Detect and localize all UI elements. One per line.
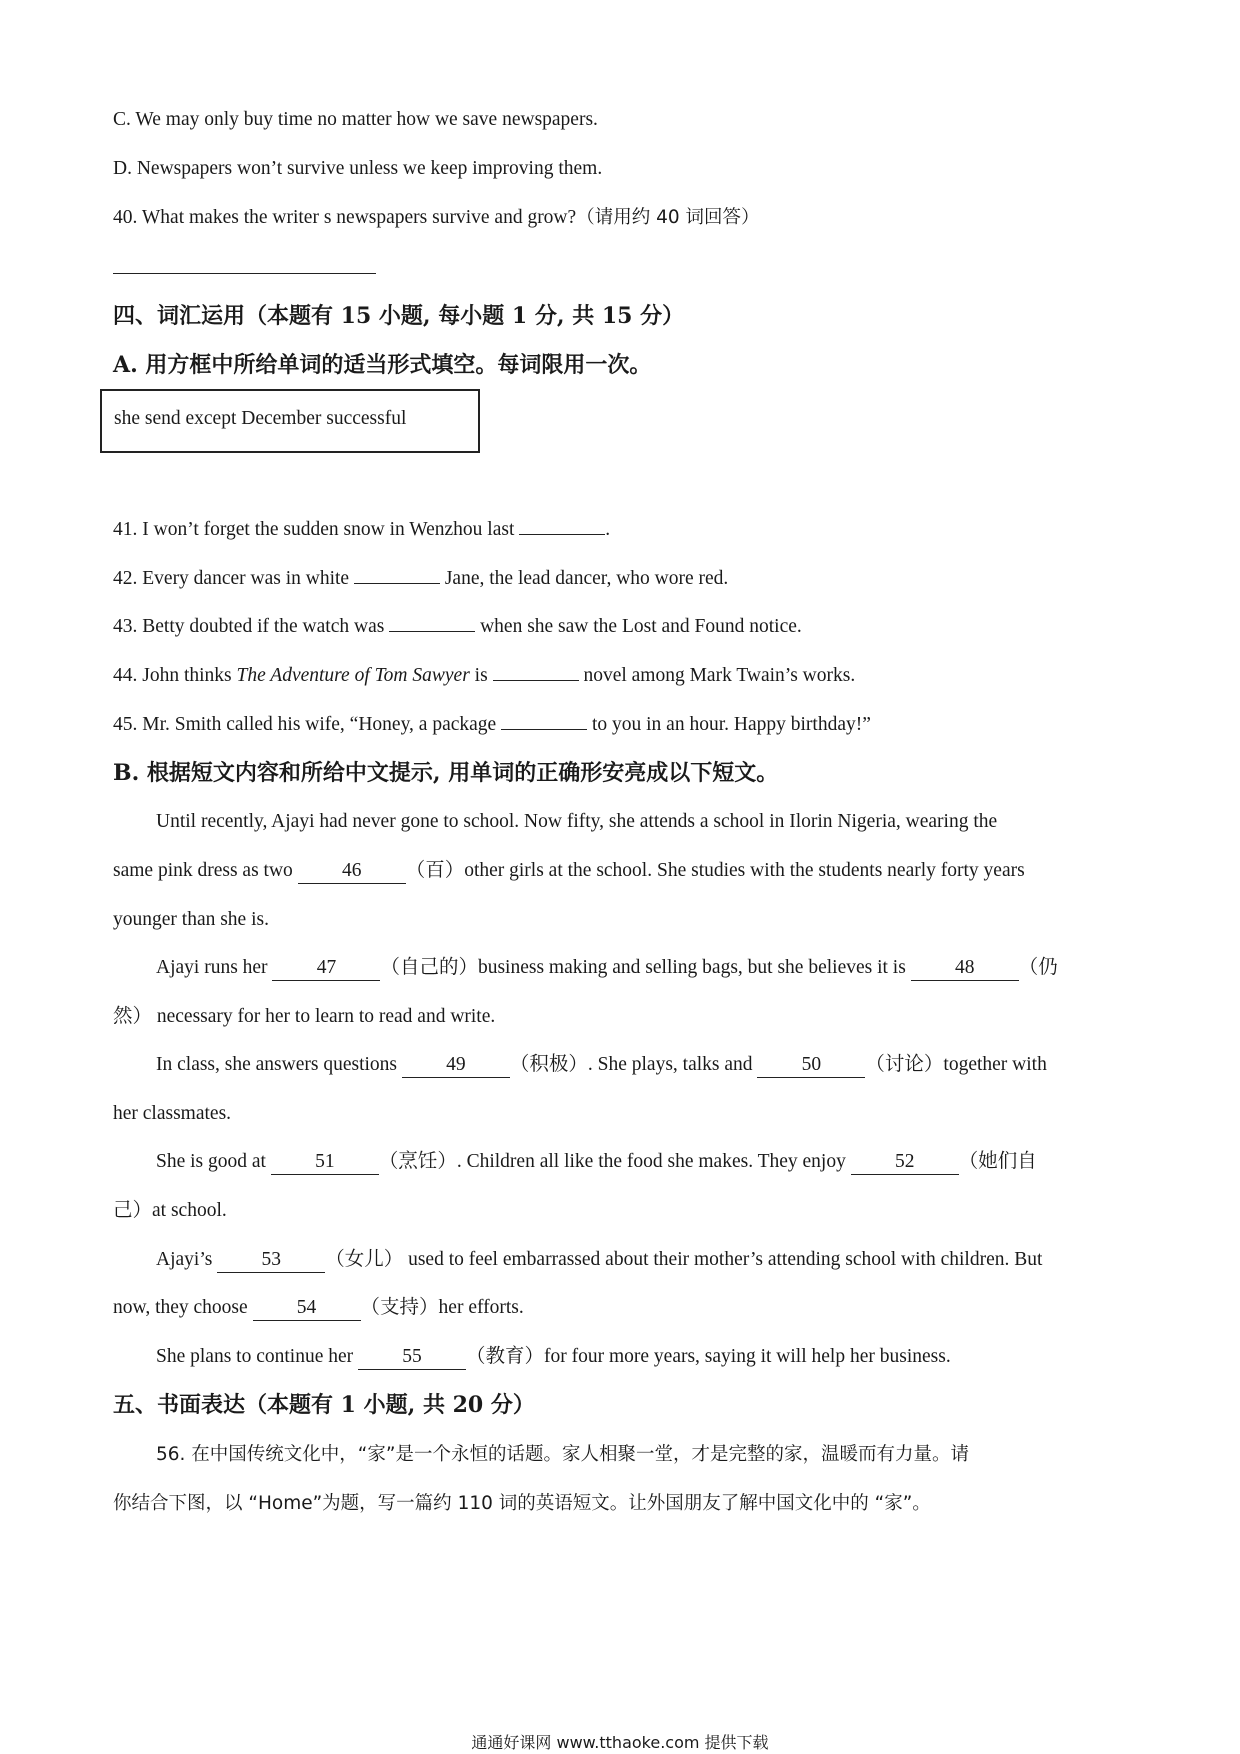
blank-49[interactable]: 49 xyxy=(402,1053,510,1078)
part-a-title: A. 用方框中所给单词的适当形式填空。每词限用一次。 xyxy=(113,352,652,378)
q44-end: novel among Mark Twain’s works. xyxy=(578,665,856,686)
p3-text-c: （讨论）together with xyxy=(865,1054,1047,1075)
blank-52[interactable]: 52 xyxy=(851,1150,959,1175)
blank-42[interactable] xyxy=(354,583,440,584)
blank-48[interactable]: 48 xyxy=(911,956,1019,981)
question-40-hint: （请用约 40 词回答） xyxy=(576,207,760,228)
passage-p2-line2: 然） necessary for her to learn to read and write. xyxy=(113,1006,496,1027)
p1-text-b: （百）other girls at the school. She studies with the students nearly forty years xyxy=(405,860,1025,881)
word-box xyxy=(100,389,480,453)
question-40-text: 40. What makes the writer s newspapers survive and grow? xyxy=(113,207,577,228)
p2-text-a: Ajayi runs her xyxy=(156,957,273,978)
word-box-words: she send except December successful xyxy=(114,408,407,429)
p6-text-b: （教育）for four more years, saying it will help her business. xyxy=(466,1346,951,1367)
p4-text-b: （烹饪）. Children all like the food she makes. They enjoy xyxy=(378,1151,851,1172)
p2-text-b: （自己的）business making and selling bags, but she believes it is xyxy=(380,957,911,978)
q43-text: 43. Betty doubted if the watch was xyxy=(113,616,390,637)
q44-mid: is xyxy=(469,665,493,686)
q41-end: . xyxy=(605,519,611,540)
blank-45[interactable] xyxy=(501,729,587,730)
option-d: D. Newspapers won’t survive unless we keep improving them. xyxy=(113,158,603,179)
p4-text-a: She is good at xyxy=(156,1151,271,1172)
question-56-line1: 56. 在中国传统文化中，“家”是一个永恒的话题。家人相聚一堂，才是完整的家，温暖而有力量。请 xyxy=(156,1444,969,1465)
p1-text-a: same pink dress as two xyxy=(113,860,298,881)
footer-source: 通通好课网 www.tthaoke.com 提供下载 xyxy=(471,1733,769,1752)
blank-51[interactable]: 51 xyxy=(271,1150,379,1175)
q42-text: 42. Every dancer was in white xyxy=(113,568,354,589)
blank-47[interactable]: 47 xyxy=(272,956,380,981)
question-45 xyxy=(113,711,871,739)
passage-p4-line1 xyxy=(156,1148,1037,1176)
option-c: C. We may only buy time no matter how we save newspapers. xyxy=(113,109,598,130)
passage-p4-line2: 己）at school. xyxy=(113,1200,227,1221)
section-5-title: 五、书面表达（本题有 1 小题, 共 20 分） xyxy=(113,1392,535,1418)
passage-p5-line1 xyxy=(156,1246,1042,1274)
p2-text-c: （仍 xyxy=(1018,957,1058,978)
p3-text-b: （积极）. She plays, talks and xyxy=(509,1054,758,1075)
question-44 xyxy=(113,662,855,690)
q44-book-title: The Adventure of Tom Sawyer xyxy=(236,665,470,686)
section-4-title: 四、词汇运用（本题有 15 小题, 每小题 1 分, 共 15 分） xyxy=(113,303,685,329)
p5-text-c: now, they choose xyxy=(113,1297,253,1318)
blank-46[interactable]: 46 xyxy=(298,859,406,884)
passage-p1-line2 xyxy=(113,857,1025,885)
q44-text: 44. John thinks xyxy=(113,665,237,686)
passage-p2-line1 xyxy=(156,954,1058,982)
question-43 xyxy=(113,613,802,641)
blank-55[interactable]: 55 xyxy=(358,1345,466,1370)
blank-43[interactable] xyxy=(389,631,475,632)
blank-44[interactable] xyxy=(493,680,579,681)
q42-end: Jane, the lead dancer, who wore red. xyxy=(439,568,729,589)
part-b-title: B. 根据短文内容和所给中文提示, 用单词的正确形安亮成以下短文。 xyxy=(113,760,779,786)
p5-text-a: Ajayi’s xyxy=(156,1249,218,1270)
blank-54[interactable]: 54 xyxy=(253,1296,361,1321)
question-42 xyxy=(113,565,728,593)
passage-p5-line2 xyxy=(113,1294,524,1322)
p5-text-d: （支持）her efforts. xyxy=(360,1297,524,1318)
blank-53[interactable]: 53 xyxy=(217,1248,325,1273)
blank-50[interactable]: 50 xyxy=(757,1053,865,1078)
answer-line-40[interactable] xyxy=(113,273,376,274)
question-40 xyxy=(113,204,760,232)
passage-p1-line1: Until recently, Ajayi had never gone to school. Now fifty, she attends a school in Ilorin Nigeria, wearing the xyxy=(156,811,998,832)
p6-text-a: She plans to continue her xyxy=(156,1346,358,1367)
q45-end: to you in an hour. Happy birthday!” xyxy=(587,714,871,735)
q41-text: 41. I won’t forget the sudden snow in Wenzhou last xyxy=(113,519,520,540)
p3-text-a: In class, she answers questions xyxy=(156,1054,402,1075)
p4-text-c: （她们自 xyxy=(958,1151,1037,1172)
blank-41[interactable] xyxy=(519,534,605,535)
p5-text-b: （女儿） used to feel embarrassed about their mother’s attending school with children. But xyxy=(325,1249,1043,1270)
q43-end: when she saw the Lost and Found notice. xyxy=(475,616,802,637)
passage-p3-line1 xyxy=(156,1051,1047,1079)
question-41 xyxy=(113,516,610,544)
q45-text: 45. Mr. Smith called his wife, “Honey, a package xyxy=(113,714,502,735)
question-56-line2: 你结合下图，以 “Home”为题，写一篇约 110 词的英语短文。让外国朋友了解中国文化中的 “家”。 xyxy=(113,1493,931,1514)
passage-p6-line1 xyxy=(156,1343,951,1371)
passage-p1-line3: younger than she is. xyxy=(113,909,269,930)
passage-p3-line2: her classmates. xyxy=(113,1103,232,1124)
